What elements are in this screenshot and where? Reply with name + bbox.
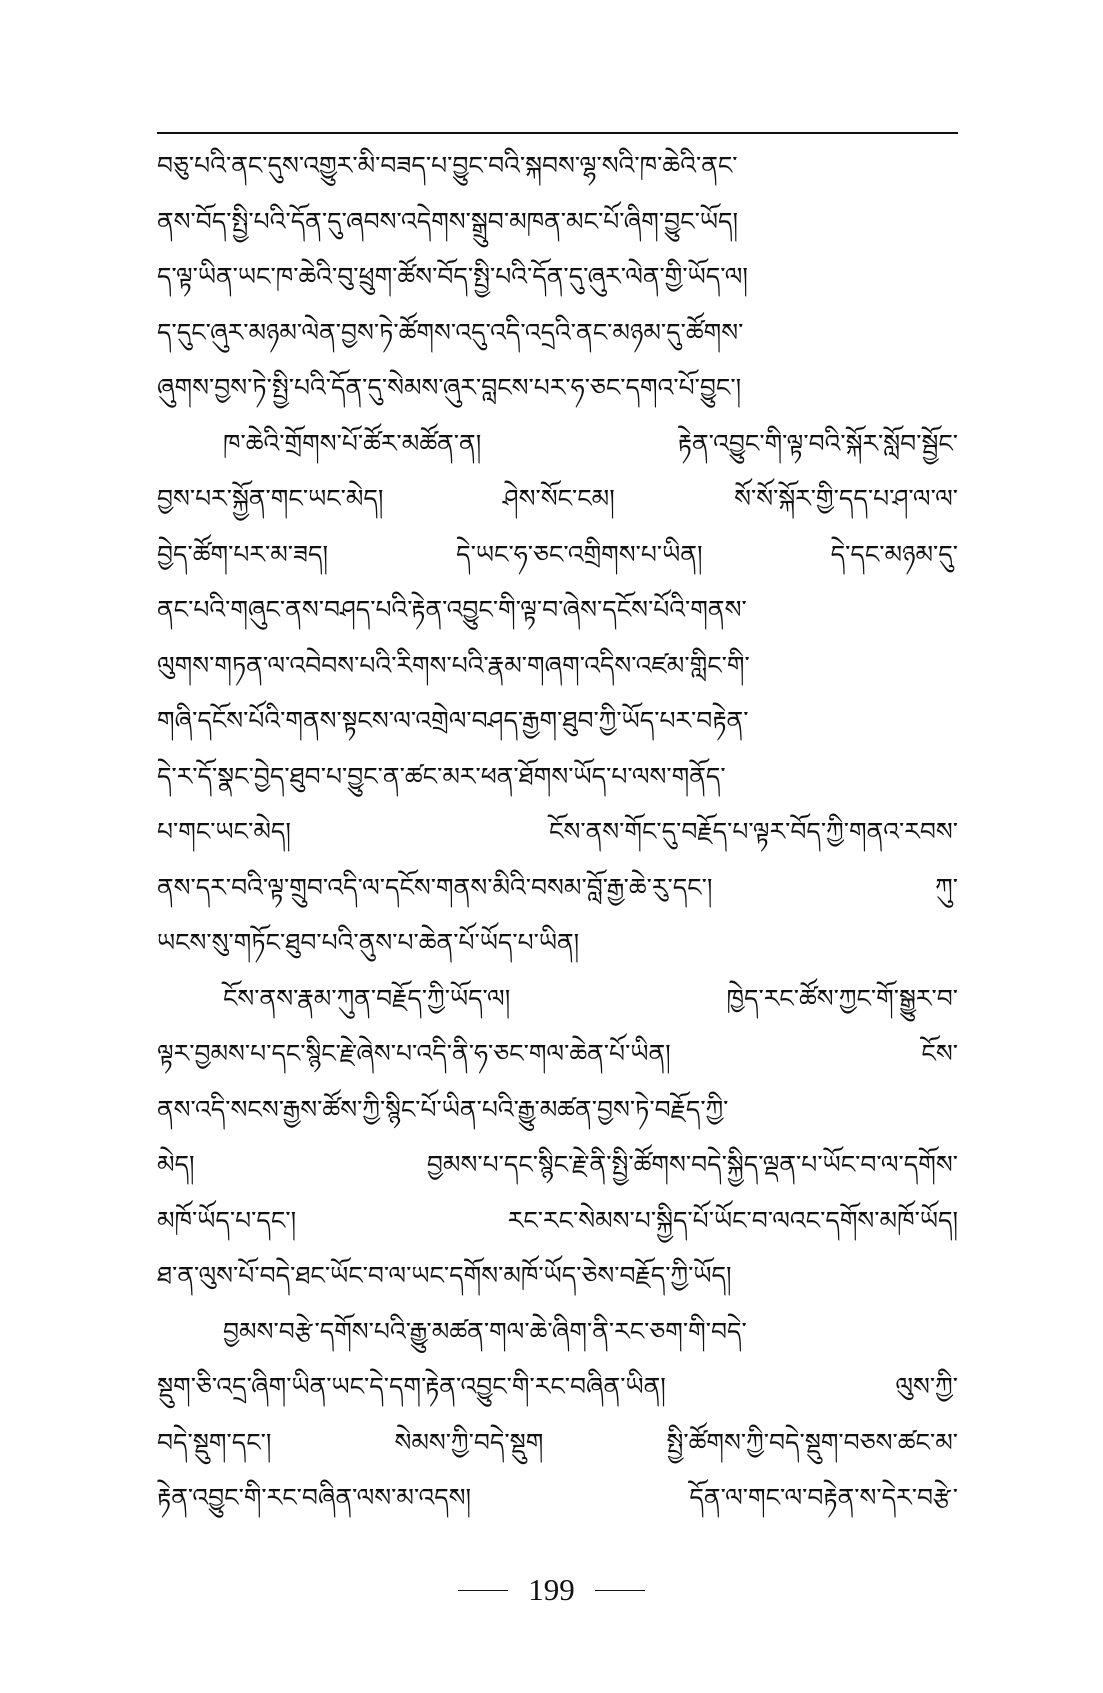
text-line: གཞི་དངོས་པོའི་གནས་སྟངས་ལ་འགྲེལ་བཤད་རྒྱག་ཐུབ་ཀྱི་ཡོད་པར་བརྟེན་ (157, 706, 749, 735)
text-line: སྡུག་ཅི་འདྲ་ཞིག་ཡིན་ཡང་དེ་དག་རྟེན་འབྱུང་གི་རང་བཞིན་ཡིན། ལུས་ཀྱི་ (157, 1372, 958, 1401)
body-text (157, 138, 958, 1526)
header-rule (157, 132, 958, 134)
text-line: ཡངས་སུ་གཏོང་ཐུབ་པའི་ནུས་པ་ཆེན་པོ་ཡོད་པ་ཡིན། (157, 928, 580, 957)
text-line: རྟེན་འབྱུང་གི་རང་བཞིན་ལས་མ་འདས། དོན་ལ་གང་ལ་བརྟེན་ས་དེར་བརྩེ་ (157, 1483, 958, 1512)
text-line: མེད། བྱམས་པ་དང་སྙིང་རྗེ་ནི་སྤྱི་ཚོགས་བདེ་སྐྱིད་ལྡན་པ་ཡོང་བ་ལ་དགོས་ (157, 1150, 958, 1179)
text-line: དེ་ར་དོ་སྣང་བྱེད་ཐུབ་པ་བྱུང་ན་ཚང་མར་ཕན་ཐོགས་ཡོད་པ་ལས་གནོད་ (157, 761, 726, 791)
text-line: ཐ་ན་ལུས་པོ་བདེ་ཐང་ཡོང་བ་ལ་ཡང་དགོས་མཁོ་ཡོད་ཅེས་བརྗོད་ཀྱི་ཡོད། (157, 1261, 732, 1290)
text-line: ཁ་ཆེའི་གྲོགས་པོ་ཚོར་མཚོན་ན། རྟེན་འབྱུང་གི་ལྟ་བའི་སྐོར་སློབ་སྦྱོང་ (223, 428, 958, 458)
text-line: ལུགས་གཏན་ལ་འབེབས་པའི་རིགས་པའི་རྣམ་གཞག་འདིས་འཛམ་གླིང་གི་ (157, 650, 750, 680)
text-line: བཅུ་པའི་ནང་དུས་འགྱུར་མི་བཟད་པ་བྱུང་བའི་སྐབས་ལྷ་སའི་ཁ་ཆེའི་ནང་ (157, 151, 738, 180)
text-line: ནས་བོད་སྤྱི་པའི་དོན་དུ་ཞབས་འདེགས་སྒྲུབ་མཁན་མང་པོ་ཞིག་བྱུང་ཡོད། (157, 206, 739, 236)
text-line: བྱས་པར་སྐྱོན་གང་ཡང་མེད། ཤེས་སོང་ངམ། སོ་སོ་སྐོར་གྱི་དད་པ་ཤ་ལ་ལ་ (157, 484, 958, 513)
text-line: པ་གང་ཡང་མེད། ངོས་ནས་གོང་དུ་བརྗོད་པ་ལྟར་བོད་ཀྱི་གནའ་རབས་ (157, 817, 958, 846)
text-line: ནས་དར་བའི་ལྟ་གྲུབ་འདི་ལ་དངོས་གནས་མིའི་བསམ་བློ་རྒྱ་ཆེ་རུ་དང་། ཀུ་ (157, 872, 958, 902)
text-line: བདེ་སྡུག་དང་། སེམས་ཀྱི་བདེ་སྡུག སྤྱི་ཚོགས་ཀྱི་བདེ་སྡུག་བཅས་ཚང་མ་ (157, 1427, 958, 1457)
footer-dash-left (458, 1590, 508, 1591)
footer-dash-right (595, 1590, 645, 1591)
text-line: ལྟར་བྱམས་པ་དང་སྙིང་རྗེ་ཞེས་པ་འདི་ནི་ཧ་ཅང་གལ་ཆེན་པོ་ཡིན། ངོས་ (157, 1039, 958, 1068)
text-line: ཞུགས་བྱས་ཏེ་སྤྱི་པའི་དོན་དུ་སེམས་ཞུར་བླངས་པར་ཧ་ཅང་དགའ་པོ་བྱུང་། (157, 373, 742, 402)
text-line: བྱམས་བརྩེ་དགོས་པའི་རྒྱུ་མཚན་གལ་ཆེ་ཞིག་ནི་རང་ཅག་གི་བདེ་ (223, 1316, 747, 1346)
text-line: མཁོ་ཡོད་པ་དང་། རང་རང་སེམས་པ་སྐྱིད་པོ་ཡོང་བ་ལའང་དགོས་མཁོ་ཡོད། (157, 1205, 958, 1235)
page-footer (0, 1570, 1103, 1610)
text-line: ནས་འདི་སངས་རྒྱས་ཚོས་ཀྱི་སྙིང་པོ་ཡིན་པའི་རྒྱུ་མཚན་བྱས་ཏེ་བརྗོད་ཀྱི་ (157, 1094, 729, 1124)
text-line: ནང་པའི་གཞུང་ནས་བཤད་པའི་རྟེན་འབྱུང་གི་ལྟ་བ་ཞེས་དངོས་པོའི་གནས་ (157, 595, 747, 624)
text-line: ངོས་ནས་རྣམ་ཀུན་བརྗོད་ཀྱི་ཡོད་ལ། ཁྱེད་རང་ཚོས་ཀྱང་གོ་སྒྱུར་བ་ (223, 983, 958, 1013)
text-line: བྱེད་ཚོག་པར་མ་ཟད། དེ་ཡང་ཧ་ཅང་འགྲིགས་པ་ཡིན། དེ་དང་མཉམ་དུ་ (157, 539, 958, 569)
page-number: 199 (528, 1572, 575, 1607)
text-line: ད་ལྟ་ཡིན་ཡང་ཁ་ཆེའི་བུ་ཕྲུག་ཚོས་བོད་སྤྱི་པའི་དོན་དུ་ཞུར་ལེན་གྱི་ཡོད་ལ། (157, 262, 748, 291)
text-line: ད་དུང་ཞུར་མཉམ་ལེན་བྱས་ཏེ་ཚོགས་འདུ་འདི་འདྲའི་ནང་མཉམ་དུ་ཚོགས་ (157, 317, 744, 347)
